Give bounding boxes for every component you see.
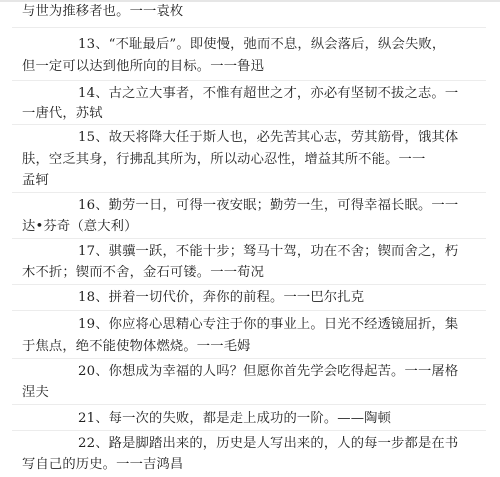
divider xyxy=(12,284,486,285)
quote-22-line-2: 写自己的历史。一一吉鸿昌 xyxy=(22,457,184,472)
quote-15-line-1: 15、故天将降大任于斯人也，必先苦其心志，劳其筋骨，饿其体 xyxy=(78,130,459,145)
quote-19-line-1: 19、你应将心思精心专注于你的事业上。日光不经透镜屈折，集 xyxy=(78,317,459,332)
quote-13-line-1: 13、“不耻最后”。即使慢，弛而不息，纵会落后，纵会失败， xyxy=(78,37,446,52)
divider xyxy=(12,80,486,81)
quote-13-line-2: 但一定可以达到他所向的目标。一一鲁迅 xyxy=(22,59,265,74)
quote-21-line-1: 21、每一次的失败，都是走上成功的一阶。——陶顿 xyxy=(78,411,392,426)
divider xyxy=(12,404,486,405)
quote-19-line-2: 于焦点，绝不能使物体燃烧。一一毛姆 xyxy=(22,339,251,354)
quote-22-line-1: 22、路是脚踏出来的，历史是人写出来的，人的每一步都是在书 xyxy=(78,436,459,451)
quote-16-line-2: 达•芬奇（意大利） xyxy=(22,219,138,234)
divider xyxy=(12,358,486,359)
quote-15-line-3: 孟轲 xyxy=(22,173,49,188)
quote-18-line-1: 18、拼着一切代价，奔你的前程。一一巴尔扎克 xyxy=(78,290,365,305)
quote-17-line-2: 木不折；锲而不舍，金石可镂。一一荀况 xyxy=(22,265,265,280)
divider xyxy=(12,430,486,431)
divider xyxy=(12,124,486,125)
quote-14-line-2: 一唐代，苏轼 xyxy=(22,106,103,121)
divider xyxy=(12,238,486,239)
quote-16-line-1: 16、勤劳一日，可得一夜安眠；勤劳一生，可得幸福长眠。一一 xyxy=(78,198,459,213)
divider xyxy=(12,27,486,28)
quote-17-line-1: 17、骐骥一跃，不能十步；驽马十驾，功在不舍；锲而舍之，朽 xyxy=(78,244,459,259)
quote-20-line-1: 20、你想成为幸福的人吗？但愿你首先学会吃得起苦。一一屠格 xyxy=(78,364,459,379)
divider xyxy=(12,310,486,311)
quote-14-line-1: 14、古之立大事者，不惟有超世之才，亦必有坚韧不拔之志。一 xyxy=(78,86,459,101)
quote-12-line-1: 与世为推移者也。一一袁枚 xyxy=(22,4,184,19)
quote-20-line-2: 涅夫 xyxy=(22,385,49,400)
quote-15-line-2: 肤，空乏其身，行拂乱其所为，所以动心忍性，增益其所不能。一一 xyxy=(22,152,426,167)
divider xyxy=(12,192,486,193)
top-rule xyxy=(0,0,500,2)
